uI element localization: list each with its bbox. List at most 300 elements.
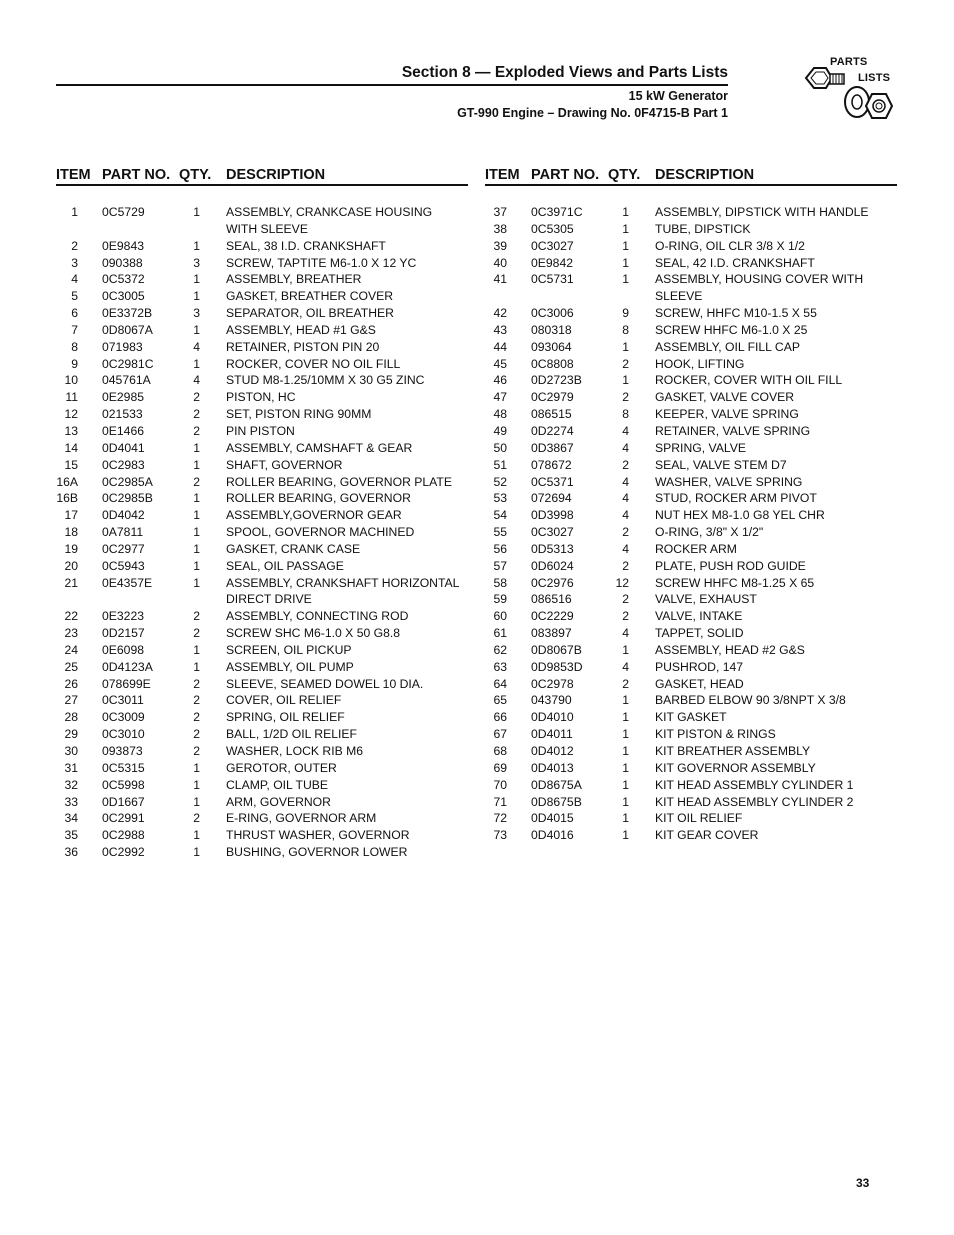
- description: ASSEMBLY, OIL PUMP: [226, 659, 354, 674]
- quantity: 2: [193, 693, 200, 708]
- part-number: 093873: [102, 744, 143, 758]
- table-row: [485, 271, 897, 305]
- quantity: 2: [622, 609, 629, 624]
- quantity: 1: [193, 440, 200, 455]
- description: BARBED ELBOW 90 3/8NPT X 3/8: [655, 693, 846, 708]
- part-number: 0E3223: [102, 609, 145, 624]
- quantity: 1: [622, 727, 629, 742]
- table-row: [485, 558, 897, 575]
- table-row: [56, 575, 468, 609]
- description: KEEPER, VALVE SPRING: [655, 407, 799, 422]
- rows-left: [56, 204, 468, 861]
- table-row: [485, 423, 897, 440]
- item-number: 45: [493, 356, 507, 371]
- description: STUD M8-1.25/10MM X 30 G5 ZINC: [226, 373, 425, 388]
- description: BUSHING, GOVERNOR LOWER: [226, 845, 408, 860]
- table-row: [56, 356, 468, 373]
- item-number: 65: [493, 693, 507, 708]
- description: PUSHROD, 147: [655, 659, 744, 674]
- part-number: 072694: [531, 491, 572, 506]
- item-number: 71: [493, 794, 507, 809]
- item-number: 22: [64, 609, 78, 624]
- table-header-right: [485, 166, 897, 186]
- quantity: 1: [622, 828, 629, 843]
- item-number: 73: [493, 828, 507, 843]
- item-number: 15: [64, 457, 78, 472]
- description: E-RING, GOVERNOR ARM: [226, 811, 377, 826]
- description: RETAINER, PISTON PIN 20: [226, 339, 380, 354]
- table-row: [56, 490, 468, 507]
- item-number: 35: [64, 828, 78, 843]
- item-number: 32: [64, 777, 78, 792]
- part-number: 086516: [531, 592, 572, 607]
- part-number: 0C5943: [102, 558, 145, 573]
- table-row: [485, 709, 897, 726]
- quantity: 1: [193, 525, 200, 540]
- quantity: 2: [193, 609, 200, 624]
- quantity: 1: [622, 744, 629, 758]
- part-number: 0D4010: [531, 710, 574, 725]
- part-number: 0D4123A: [102, 659, 153, 674]
- quantity: 1: [193, 289, 200, 304]
- quantity: 2: [622, 558, 629, 573]
- item-number: 12: [64, 407, 78, 422]
- part-number: 0C3005: [102, 289, 145, 304]
- header-item: ITEM: [485, 167, 520, 183]
- part-number: 0C5731: [531, 272, 574, 287]
- quantity: 1: [193, 777, 200, 792]
- logo-text-parts: PARTS: [830, 56, 868, 68]
- item-number: 21: [64, 575, 78, 590]
- item-number: 13: [64, 423, 78, 438]
- quantity: 1: [193, 845, 200, 860]
- table-row: [485, 305, 897, 322]
- part-number: 0C2988: [102, 828, 145, 843]
- section-title: Section 8 — Exploded Views and Parts Lists: [401, 64, 728, 81]
- part-number: 0D4012: [531, 744, 574, 758]
- description: BALL, 1/2D OIL RELIEF: [226, 727, 357, 742]
- table-row: [485, 440, 897, 457]
- quantity: 4: [622, 508, 629, 523]
- item-number: 3: [71, 255, 78, 270]
- description: COVER, OIL RELIEF: [226, 693, 342, 708]
- description: SEAL, OIL PASSAGE: [226, 558, 344, 573]
- header-part-no: PART NO.: [102, 167, 171, 183]
- item-number: 61: [493, 626, 507, 641]
- quantity: 8: [622, 322, 629, 337]
- quantity: 1: [622, 642, 629, 657]
- quantity: 1: [193, 205, 200, 219]
- part-number: 0E3372B: [102, 306, 153, 321]
- table-row: [485, 794, 897, 811]
- part-number: 0C2985B: [102, 491, 153, 506]
- quantity: 4: [622, 440, 629, 455]
- description: ASSEMBLY, CONNECTING ROD: [226, 609, 409, 624]
- description: GEROTOR, OUTER: [226, 760, 337, 775]
- item-number: 68: [493, 744, 507, 758]
- description: SCREEN, OIL PICKUP: [226, 642, 352, 657]
- item-number: 47: [493, 390, 507, 405]
- part-number: 0D4041: [102, 440, 145, 455]
- part-number: 0E9843: [102, 238, 145, 253]
- part-number: 0D2157: [102, 626, 145, 641]
- quantity: 2: [193, 811, 200, 826]
- description: ASSEMBLY, HOUSING COVER WITH SLEEVE: [655, 272, 864, 304]
- description: WASHER, LOCK RIB M6: [226, 744, 364, 758]
- item-number: 42: [493, 306, 507, 321]
- table-row: [56, 271, 468, 288]
- table-row: [56, 743, 468, 760]
- part-number: 0D1667: [102, 794, 145, 809]
- table-row: [485, 676, 897, 693]
- part-number: 0C3009: [102, 710, 145, 725]
- table-row: [56, 810, 468, 827]
- quantity: 4: [193, 339, 200, 354]
- quantity: 12: [615, 575, 629, 590]
- table-row: [56, 709, 468, 726]
- parts-table-right: [485, 166, 897, 844]
- item-number: 4: [71, 272, 78, 287]
- description: VALVE, EXHAUST: [655, 592, 757, 607]
- table-row: [485, 591, 897, 608]
- description: KIT OIL RELIEF: [655, 811, 743, 826]
- table-row: [56, 440, 468, 457]
- item-number: 20: [64, 558, 78, 573]
- part-number: 0D8675A: [531, 777, 582, 792]
- part-number: 0E1466: [102, 423, 145, 438]
- table-row: [56, 844, 468, 861]
- table-row: [56, 558, 468, 575]
- quantity: 2: [622, 676, 629, 691]
- table-row: [485, 238, 897, 255]
- part-number: 0D8675B: [531, 794, 582, 809]
- part-number: 078672: [531, 457, 572, 472]
- description: WASHER, VALVE SPRING: [655, 474, 803, 489]
- item-number: 43: [493, 322, 507, 337]
- part-number: 093064: [531, 339, 572, 354]
- description: SCREW HHFC M6-1.0 X 25: [655, 322, 808, 337]
- quantity: 2: [622, 390, 629, 405]
- quantity: 2: [193, 676, 200, 691]
- part-number: 0C2985A: [102, 474, 153, 489]
- part-number: 0C5729: [102, 205, 145, 219]
- table-row: [485, 777, 897, 794]
- quantity: 1: [193, 760, 200, 775]
- quantity: 1: [193, 828, 200, 843]
- description: SCREW, HHFC M10-1.5 X 55: [655, 306, 817, 321]
- item-number: 31: [64, 760, 78, 775]
- table-row: [56, 423, 468, 440]
- description: SCREW SHC M6-1.0 X 50 G8.8: [226, 626, 401, 641]
- item-number: 28: [64, 710, 78, 725]
- table-row: [485, 659, 897, 676]
- part-number: 0E6098: [102, 642, 145, 657]
- table-row: [485, 474, 897, 491]
- page-header: [56, 62, 728, 84]
- part-number: 0C5372: [102, 272, 145, 287]
- description: VALVE, INTAKE: [655, 609, 743, 624]
- part-number: 0C3010: [102, 727, 145, 742]
- item-number: 53: [493, 491, 507, 506]
- item-number: 30: [64, 744, 78, 758]
- part-number: 0D4011: [531, 727, 573, 742]
- item-number: 66: [493, 710, 507, 725]
- table-row: [56, 339, 468, 356]
- quantity: 2: [622, 592, 629, 607]
- item-number: 2: [71, 238, 78, 253]
- part-number: 0C2978: [531, 676, 574, 691]
- table-row: [56, 322, 468, 339]
- item-number: 18: [64, 525, 78, 540]
- header-part-no: PART NO.: [531, 167, 600, 183]
- table-row: [485, 541, 897, 558]
- part-number: 071983: [102, 339, 143, 354]
- item-number: 62: [493, 642, 507, 657]
- item-number: 26: [64, 676, 78, 691]
- item-number: 9: [71, 356, 78, 371]
- part-number: 086515: [531, 407, 572, 422]
- table-header-left: [56, 166, 468, 186]
- item-number: 11: [65, 390, 78, 405]
- item-number: 10: [64, 373, 78, 388]
- table-row: [56, 659, 468, 676]
- item-number: 25: [64, 659, 78, 674]
- quantity: 1: [622, 272, 629, 287]
- quantity: 1: [622, 238, 629, 253]
- table-row: [56, 777, 468, 794]
- table-row: [485, 726, 897, 743]
- description: GASKET, CRANK CASE: [226, 541, 361, 556]
- header-rule: [56, 84, 728, 86]
- quantity: 1: [193, 322, 200, 337]
- item-number: 46: [493, 373, 507, 388]
- description: PISTON, HC: [226, 390, 296, 405]
- part-number: 045761A: [102, 373, 151, 388]
- quantity: 1: [193, 508, 200, 523]
- quantity: 4: [193, 373, 200, 388]
- quantity: 2: [193, 744, 200, 758]
- table-row: [485, 389, 897, 406]
- part-number: 0E4357E: [102, 575, 153, 590]
- part-number: 0D5313: [531, 541, 574, 556]
- table-row: [56, 474, 468, 491]
- part-number: 0C5998: [102, 777, 145, 792]
- item-number: 67: [493, 727, 507, 742]
- header-description: DESCRIPTION: [226, 167, 326, 183]
- description: O-RING, OIL CLR 3/8 X 1/2: [655, 238, 805, 253]
- table-row: [485, 575, 897, 592]
- table-row: [485, 255, 897, 272]
- quantity: 2: [193, 390, 200, 405]
- table-row: [485, 457, 897, 474]
- table-row: [485, 322, 897, 339]
- part-number: 021533: [102, 407, 143, 422]
- part-number: 0D6024: [531, 558, 574, 573]
- item-number: 59: [493, 592, 507, 607]
- description: KIT GOVERNOR ASSEMBLY: [655, 760, 816, 775]
- part-number: 0C5315: [102, 760, 145, 775]
- quantity: 2: [622, 525, 629, 540]
- item-number: 16B: [56, 491, 78, 506]
- description: ROLLER BEARING, GOVERNOR PLATE: [226, 474, 452, 489]
- description: RETAINER, VALVE SPRING: [655, 423, 811, 438]
- page-number: 33: [856, 1176, 870, 1190]
- item-number: 17: [64, 508, 78, 523]
- item-number: 58: [493, 575, 507, 590]
- item-number: 55: [493, 525, 507, 540]
- item-number: 69: [493, 760, 507, 775]
- description: GASKET, BREATHER COVER: [226, 289, 394, 304]
- part-number: 0D8067A: [102, 322, 153, 337]
- item-number: 40: [493, 255, 507, 270]
- item-number: 52: [493, 474, 507, 489]
- description: ASSEMBLY, DIPSTICK WITH HANDLE: [655, 205, 869, 219]
- item-number: 16A: [56, 474, 78, 489]
- description: ASSEMBLY, OIL FILL CAP: [655, 339, 800, 354]
- description: SEPARATOR, OIL BREATHER: [226, 306, 394, 321]
- quantity: 1: [622, 811, 629, 826]
- quantity: 4: [622, 626, 629, 641]
- table-row: [56, 642, 468, 659]
- table-row: [56, 406, 468, 423]
- table-row: [485, 760, 897, 777]
- item-number: 37: [493, 205, 507, 219]
- description: ARM, GOVERNOR: [226, 794, 331, 809]
- item-number: 7: [71, 322, 78, 337]
- part-number: 0C3011: [102, 693, 144, 708]
- quantity: 4: [622, 474, 629, 489]
- part-number: 0C2977: [102, 541, 145, 556]
- quantity: 4: [622, 423, 629, 438]
- table-row: [485, 743, 897, 760]
- quantity: 1: [193, 558, 200, 573]
- table-row: [56, 541, 468, 558]
- table-row: [56, 507, 468, 524]
- description: SCREW, TAPTITE M6-1.0 X 12 YC: [226, 255, 417, 270]
- item-number: 64: [493, 676, 507, 691]
- item-number: 39: [493, 238, 507, 253]
- part-number: 0D4015: [531, 811, 574, 826]
- description: KIT PISTON & RINGS: [655, 727, 776, 742]
- table-row: [56, 827, 468, 844]
- part-number: 043790: [531, 693, 572, 708]
- part-number: 0C2991: [102, 811, 145, 826]
- table-row: [485, 642, 897, 659]
- description: ROCKER, COVER NO OIL FILL: [226, 356, 401, 371]
- part-number: 0D4016: [531, 828, 574, 843]
- quantity: 1: [193, 642, 200, 657]
- part-number: 0E2985: [102, 390, 145, 405]
- description: SPRING, VALVE: [655, 440, 746, 455]
- item-number: 51: [493, 457, 507, 472]
- item-number: 60: [493, 609, 507, 624]
- quantity: 2: [193, 407, 200, 422]
- table-row: [56, 288, 468, 305]
- part-number: 0C2976: [531, 575, 574, 590]
- quantity: 1: [193, 272, 200, 287]
- part-number: 0C2983: [102, 457, 145, 472]
- generator-subtitle: 15 kW Generator: [628, 89, 728, 103]
- part-number: 0C2229: [531, 609, 574, 624]
- part-number: 0C3971C: [531, 205, 583, 219]
- description: ASSEMBLY,GOVERNOR GEAR: [226, 508, 402, 523]
- quantity: 1: [622, 255, 629, 270]
- header-description: DESCRIPTION: [655, 167, 755, 183]
- table-row: [485, 372, 897, 389]
- table-row: [485, 406, 897, 423]
- table-row: [56, 305, 468, 322]
- part-number: 0C5371: [531, 474, 574, 489]
- quantity: 1: [193, 457, 200, 472]
- item-number: 14: [64, 440, 78, 455]
- quantity: 1: [622, 339, 629, 354]
- description: ASSEMBLY, CRANKCASE HOUSING WITH SLEEVE: [226, 205, 433, 236]
- part-number: 0D4042: [102, 508, 145, 523]
- description: SET, PISTON RING 90MM: [226, 407, 372, 422]
- item-number: 24: [64, 642, 78, 657]
- item-number: 36: [64, 845, 78, 860]
- quantity: 1: [622, 693, 629, 708]
- description: KIT GASKET: [655, 710, 727, 725]
- table-row: [485, 810, 897, 827]
- table-row: [56, 794, 468, 811]
- part-number: 0C3027: [531, 525, 574, 540]
- table-row: [56, 625, 468, 642]
- table-row: [56, 692, 468, 709]
- table-row: [485, 608, 897, 625]
- item-number: 34: [64, 811, 78, 826]
- description: THRUST WASHER, GOVERNOR: [226, 828, 410, 843]
- item-number: 23: [64, 626, 78, 641]
- item-number: 38: [493, 221, 507, 236]
- table-row: [56, 372, 468, 389]
- item-number: 41: [493, 272, 507, 287]
- table-row: [56, 676, 468, 693]
- table-row: [485, 507, 897, 524]
- description: SLEEVE, SEAMED DOWEL 10 DIA.: [226, 676, 424, 691]
- quantity: 4: [622, 491, 629, 506]
- description: SHAFT, GOVERNOR: [226, 457, 343, 472]
- quantity: 8: [622, 407, 629, 422]
- parts-lists-logo: [802, 54, 898, 130]
- item-number: 1: [71, 205, 78, 219]
- quantity: 4: [622, 659, 629, 674]
- quantity: 2: [193, 626, 200, 641]
- description: ROCKER ARM: [655, 541, 737, 556]
- item-number: 5: [71, 289, 78, 304]
- description: SEAL, 38 I.D. CRANKSHAFT: [226, 238, 386, 253]
- description: O-RING, 3/8" X 1/2": [655, 525, 764, 540]
- description: KIT GEAR COVER: [655, 828, 759, 843]
- quantity: 1: [193, 491, 200, 506]
- part-number: 0E9842: [531, 255, 574, 270]
- part-number: 0D4013: [531, 760, 574, 775]
- description: ASSEMBLY, CAMSHAFT & GEAR: [226, 440, 413, 455]
- description: SEAL, VALVE STEM D7: [655, 457, 787, 472]
- description: TUBE, DIPSTICK: [655, 221, 751, 236]
- item-number: 19: [64, 541, 78, 556]
- table-row: [485, 490, 897, 507]
- table-row: [56, 608, 468, 625]
- table-row: [56, 204, 468, 238]
- description: GASKET, HEAD: [655, 676, 744, 691]
- quantity: 4: [622, 541, 629, 556]
- quantity: 2: [622, 356, 629, 371]
- item-number: 56: [493, 541, 507, 556]
- quantity: 1: [622, 760, 629, 775]
- header-item: ITEM: [56, 167, 91, 183]
- part-number: 078699E: [102, 676, 151, 691]
